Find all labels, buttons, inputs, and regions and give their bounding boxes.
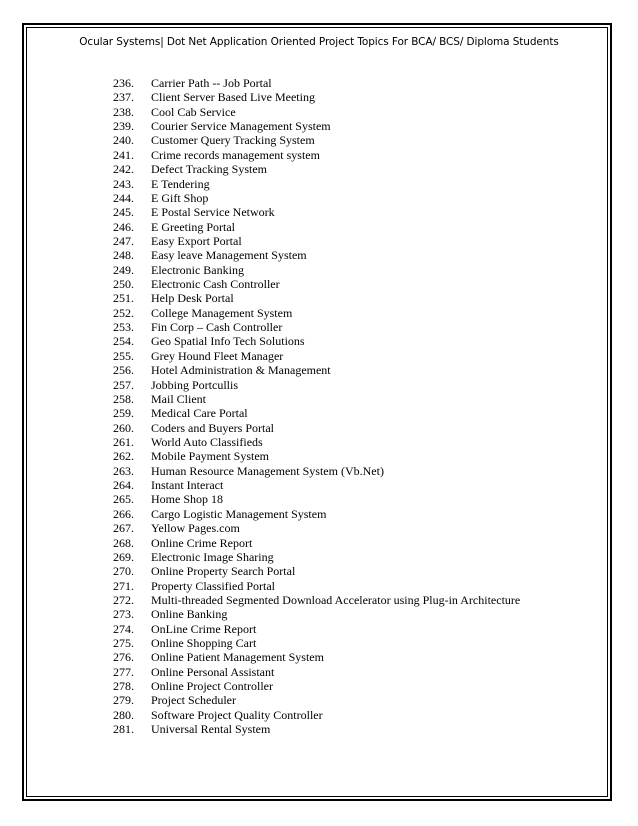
list-item-title: Online Shopping Cart [151, 636, 257, 651]
list-item-title: College Management System [151, 305, 293, 320]
list-item [113, 406, 593, 420]
list-item [113, 76, 593, 90]
list-item-number: 254. [113, 334, 134, 349]
list-item-title: Mobile Payment System [151, 449, 269, 464]
list-item [113, 507, 593, 521]
list-item-title: Easy Export Portal [151, 233, 242, 248]
list-item-number: 245. [113, 205, 134, 220]
list-item [113, 636, 593, 650]
list-item [113, 478, 593, 492]
list-item-title: Electronic Cash Controller [151, 277, 280, 292]
list-item-title: Software Project Quality Controller [151, 707, 323, 722]
list-item-title: Cargo Logistic Management System [151, 506, 327, 521]
list-item-number: 262. [113, 449, 134, 464]
list-item-title: Medical Care Portal [151, 406, 248, 421]
list-item [113, 435, 593, 449]
list-item [113, 536, 593, 550]
list-item-title: Help Desk Portal [151, 291, 234, 306]
list-item-number: 275. [113, 636, 134, 651]
list-item [113, 177, 593, 191]
list-item-title: Mail Client [151, 391, 206, 406]
list-item-title: Online Banking [151, 607, 228, 622]
list-item-title: Online Property Search Portal [151, 564, 296, 579]
list-item-title: Universal Rental System [151, 722, 271, 737]
list-item-number: 243. [113, 176, 134, 191]
list-item-number: 251. [113, 291, 134, 306]
list-item [113, 90, 593, 104]
list-item [113, 579, 593, 593]
list-item [113, 191, 593, 205]
list-item-number: 253. [113, 320, 134, 335]
list-item [113, 550, 593, 564]
list-item [113, 622, 593, 636]
list-item-number: 247. [113, 233, 134, 248]
list-item-number: 267. [113, 521, 134, 536]
list-item [113, 263, 593, 277]
list-item-number: 242. [113, 162, 134, 177]
list-item-number: 252. [113, 305, 134, 320]
list-item-title: Coders and Buyers Portal [151, 420, 274, 435]
list-item-number: 270. [113, 564, 134, 579]
list-item [113, 320, 593, 334]
list-item-title: OnLine Crime Report [151, 621, 257, 636]
list-item-title: Grey Hound Fleet Manager [151, 348, 284, 363]
list-item [113, 650, 593, 664]
list-item-title: Fin Corp – Cash Controller [151, 320, 283, 335]
list-item-number: 236. [113, 76, 134, 90]
list-item [113, 679, 593, 693]
list-item [113, 205, 593, 219]
list-item-number: 239. [113, 119, 134, 134]
list-item [113, 722, 593, 736]
page-header: Ocular Systems| Dot Net Application Oriented Project Topics For BCA/ BCS/ Diploma Students [79, 36, 559, 48]
list-item [113, 449, 593, 463]
list-item-title: Online Personal Assistant [151, 664, 275, 679]
list-item [113, 665, 593, 679]
list-item [113, 133, 593, 147]
list-item-title: E Tendering [151, 176, 210, 191]
list-item-number: 238. [113, 104, 134, 119]
list-item-number: 264. [113, 478, 134, 493]
list-item [113, 334, 593, 348]
list-item [113, 593, 593, 607]
list-item-title: Defect Tracking System [151, 162, 267, 177]
list-item [113, 291, 593, 305]
list-item-title: E Postal Service Network [151, 205, 275, 220]
list-item [113, 378, 593, 392]
list-item [113, 349, 593, 363]
list-item [113, 119, 593, 133]
list-item-title: Geo Spatial Info Tech Solutions [151, 334, 305, 349]
list-item-number: 259. [113, 406, 134, 421]
list-item-number: 274. [113, 621, 134, 636]
list-item-title: Property Classified Portal [151, 578, 275, 593]
list-item-number: 265. [113, 492, 134, 507]
list-item-number: 266. [113, 506, 134, 521]
list-item-number: 249. [113, 262, 134, 277]
list-item-number: 277. [113, 664, 134, 679]
list-item-number: 241. [113, 147, 134, 162]
list-item-title: Online Patient Management System [151, 650, 324, 665]
list-item-number: 257. [113, 377, 134, 392]
list-item-title: Multi-threaded Segmented Download Accelerator using Plug-in Architecture [151, 592, 521, 607]
list-item-title: Jobbing Portcullis [151, 377, 239, 392]
list-item [113, 464, 593, 478]
list-item-number: 269. [113, 549, 134, 564]
list-item-number: 246. [113, 219, 134, 234]
list-item-title: Home Shop 18 [151, 492, 223, 507]
list-item [113, 693, 593, 707]
list-item-title: World Auto Classifieds [151, 434, 263, 449]
list-item-title: Instant Interact [151, 478, 224, 493]
list-item-number: 250. [113, 277, 134, 292]
list-item-title: Cool Cab Service [151, 104, 236, 119]
list-item [113, 708, 593, 722]
list-item-title: Electronic Image Sharing [151, 549, 274, 564]
list-item [113, 492, 593, 506]
list-item-number: 281. [113, 722, 134, 737]
list-item-title: Electronic Banking [151, 262, 244, 277]
list-item-number: 273. [113, 607, 134, 622]
list-item-number: 244. [113, 190, 134, 205]
list-item-number: 278. [113, 679, 134, 694]
list-item-number: 263. [113, 463, 134, 478]
list-item-title: Customer Query Tracking System [151, 133, 315, 148]
list-item-title: E Greeting Portal [151, 219, 235, 234]
list-item-number: 237. [113, 90, 134, 105]
list-item-title: Online Crime Report [151, 535, 253, 550]
list-item [113, 277, 593, 291]
list-item [113, 521, 593, 535]
list-item-title: Crime records management system [151, 147, 320, 162]
list-item [113, 148, 593, 162]
list-item-title: Courier Service Management System [151, 119, 331, 134]
list-item [113, 234, 593, 248]
list-item [113, 421, 593, 435]
list-item-number: 280. [113, 707, 134, 722]
list-item-title: Hotel Administration & Management [151, 363, 331, 378]
list-item-number: 271. [113, 578, 134, 593]
list-item-number: 256. [113, 363, 134, 378]
list-item [113, 248, 593, 262]
list-item-title: Easy leave Management System [151, 248, 307, 263]
list-item [113, 564, 593, 578]
list-item-title: Online Project Controller [151, 679, 273, 694]
list-item-number: 261. [113, 434, 134, 449]
list-item-title: Client Server Based Live Meeting [151, 90, 315, 105]
list-item-number: 258. [113, 391, 134, 406]
list-item [113, 363, 593, 377]
list-item-title: E Gift Shop [151, 190, 209, 205]
list-item-title: Project Scheduler [151, 693, 236, 708]
list-item-number: 255. [113, 348, 134, 363]
list-item-title: Carrier Path -- Job Portal [151, 76, 272, 90]
list-item-number: 240. [113, 133, 134, 148]
list-item-title: Human Resource Management System (Vb.Net) [151, 463, 384, 478]
list-item [113, 105, 593, 119]
list-item [113, 392, 593, 406]
list-item-number: 248. [113, 248, 134, 263]
list-item [113, 220, 593, 234]
list-item-title: Yellow Pages.com [151, 521, 240, 536]
project-topic-list [113, 76, 593, 737]
list-item [113, 162, 593, 176]
list-item [113, 607, 593, 621]
list-item-number: 276. [113, 650, 134, 665]
list-item-number: 279. [113, 693, 134, 708]
list-item-number: 260. [113, 420, 134, 435]
list-item-number: 268. [113, 535, 134, 550]
list-item [113, 306, 593, 320]
list-item-number: 272. [113, 592, 134, 607]
